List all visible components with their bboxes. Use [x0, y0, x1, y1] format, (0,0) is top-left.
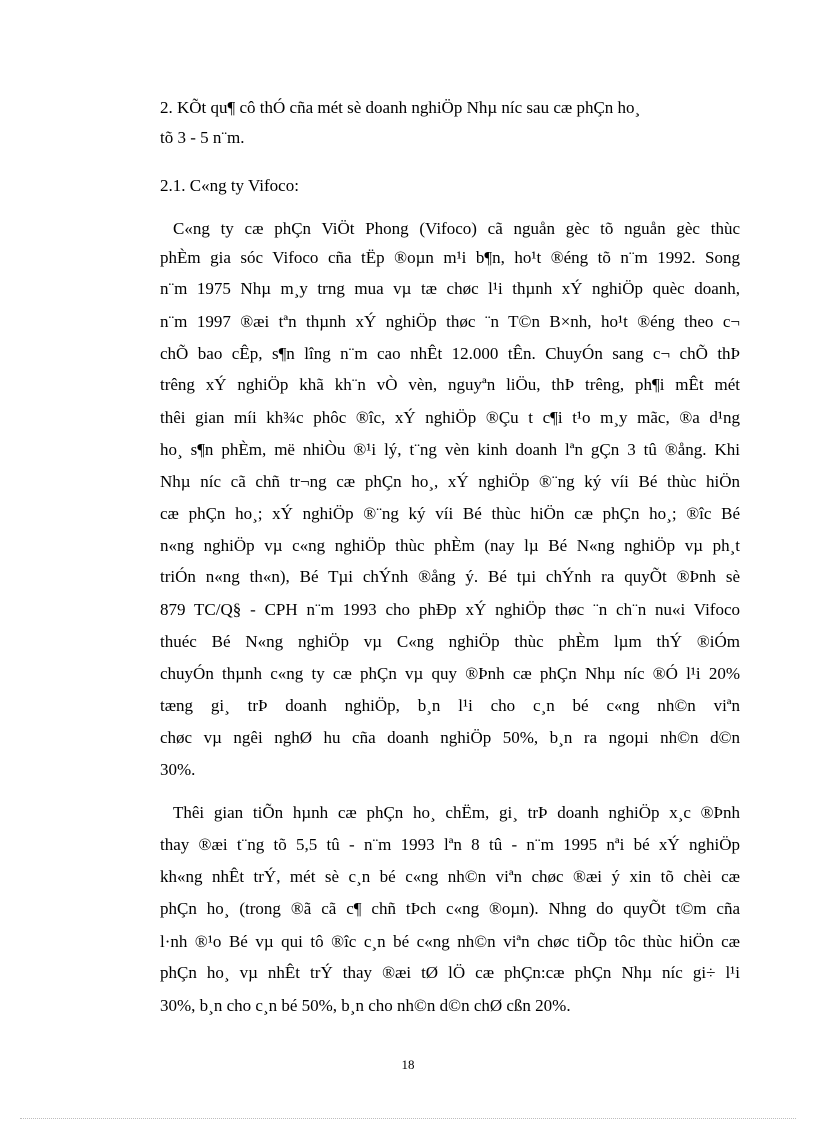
paragraph-1-line: 30%. — [160, 760, 196, 779]
paragraph-1-line: n¨m 1997 ®æi tªn thµnh xÝ nghiÖp thøc ¨n T©n B×nh, ho¹t ®éng theo c¬ — [160, 312, 740, 331]
page-bottom-divider — [20, 1118, 796, 1119]
paragraph-1-line: Nhµ níc cã chñ tr¬ng cæ phÇn ho¸, xÝ nghiÖp ®¨ng ký víi Bé thùc hiÖn — [160, 472, 740, 491]
paragraph-2-line: l·nh ®¹o Bé vµ qui tô ®îc c¸n bé c«ng nh©n viªn chøc tiÕp tôc thùc hiÖn cæ — [160, 932, 740, 951]
paragraph-1-line: trêng xÝ nghiÖp khã kh¨n vÒ vèn, nguyªn liÖu, thÞ trêng, ph¶i mÊt mét — [160, 375, 740, 394]
subsection-heading: 2.1. C«ng ty Vifoco: — [160, 176, 299, 195]
paragraph-2-line: phÇn ho¸ vµ nhÊt trÝ thay ®æi tØ lÖ cæ phÇn:cæ phÇn Nhµ níc gi÷ l¹i — [160, 963, 740, 982]
paragraph-2-line: 30%, b¸n cho c¸n bé 50%, b¸n cho nh©n d©n chØ cßn 20%. — [160, 996, 571, 1015]
paragraph-1-line: thêi gian míi kh¾c phôc ®îc, xÝ nghiÖp ®Çu t c¶i t¹o m¸y mãc, ®a d¹ng — [160, 408, 740, 427]
paragraph-1-line: phÈm gia sóc Vifoco cña tËp ®oµn m¹i b¶n, ho¹t ®éng tõ n¨m 1992. Song — [160, 248, 740, 267]
paragraph-1-line: chøc vµ ngêi nghØ hu cña doanh nghiÖp 50%, b¸n ra ngoµi nh©n d©n — [160, 728, 740, 747]
paragraph-1-line: cæ phÇn ho¸; xÝ nghiÖp ®¨ng ký víi Bé thùc hiÖn cæ phÇn ho¸; ®îc Bé — [160, 504, 740, 523]
paragraph-1-line: triÓn n«ng th«n), Bé Tµi chÝnh ®ång ý. Bé tµi chÝnh ra quyÕt ®Þnh sè — [160, 567, 740, 586]
paragraph-2-line: kh«ng nhÊt trÝ, mét sè c¸n bé c«ng nh©n viªn chøc ®æi ý xin tõ chèi cæ — [160, 867, 740, 886]
paragraph-2-line: phÇn ho¸ (trong ®ã cã c¶ chñ tÞch c«ng ®oµn). Nhng do quyÕt t©m cña — [160, 899, 740, 918]
paragraph-1-line: thuéc Bé N«ng nghiÖp vµ C«ng nghiÖp thùc phÈm lµm thÝ ®iÓm — [160, 632, 740, 651]
paragraph-1-line: n«ng nghiÖp vµ c«ng nghiÖp thùc phÈm (nay lµ Bé N«ng nghiÖp vµ ph¸t — [160, 536, 740, 555]
paragraph-1-line: ho¸ s¶n phÈm, më nhiÒu ®¹i lý, t¨ng vèn kinh doanh lªn gÇn 3 tû ®ång. Khi — [160, 440, 740, 459]
paragraph-1-line: 879 TC/Q§ - CPH n¨m 1993 cho phÐp xÝ nghiÖp thøc ¨n ch¨n nu«i Vifoco — [160, 600, 740, 619]
page-number: 18 — [401, 1057, 415, 1072]
paragraph-1-line: chuyÓn thµnh c«ng ty cæ phÇn vµ quy ®Þnh cæ phÇn Nhµ níc ®Ó l¹i 20% — [160, 664, 740, 683]
paragraph-1-line: tæng gi¸ trÞ doanh nghiÖp, b¸n l¹i cho c¸n bé c«ng nh©n viªn — [160, 696, 740, 715]
section-heading-line-1: 2. KÕt qu¶ cô thÓ cña mét sè doanh nghiÖp Nhµ níc sau cæ phÇn ho¸ — [160, 98, 641, 117]
section-heading-line-2: tõ 3 - 5 n¨m. — [160, 128, 245, 147]
paragraph-2-line: thay ®æi t¨ng tõ 5,5 tû - n¨m 1993 lªn 8 tû - n¨m 1995 nªi bé xÝ nghiÖp — [160, 835, 740, 854]
paragraph-1-line: C«ng ty cæ phÇn ViÖt Phong (Vifoco) cã nguån gèc tõ nguån gèc thùc — [173, 219, 740, 238]
paragraph-1-line: n¨m 1975 Nhµ m¸y trng mua vµ tæ chøc l¹i thµnh xÝ nghiÖp quèc doanh, — [160, 279, 740, 298]
paragraph-1-line: chÕ bao cÊp, s¶n lîng n¨m cao nhÊt 12.000 tÊn. ChuyÓn sang c¬ chÕ thÞ — [160, 344, 740, 363]
paragraph-2-line: Thêi gian tiÕn hµnh cæ phÇn ho¸ chËm, gi¸ trÞ doanh nghiÖp x¸c ®Þnh — [173, 803, 740, 822]
